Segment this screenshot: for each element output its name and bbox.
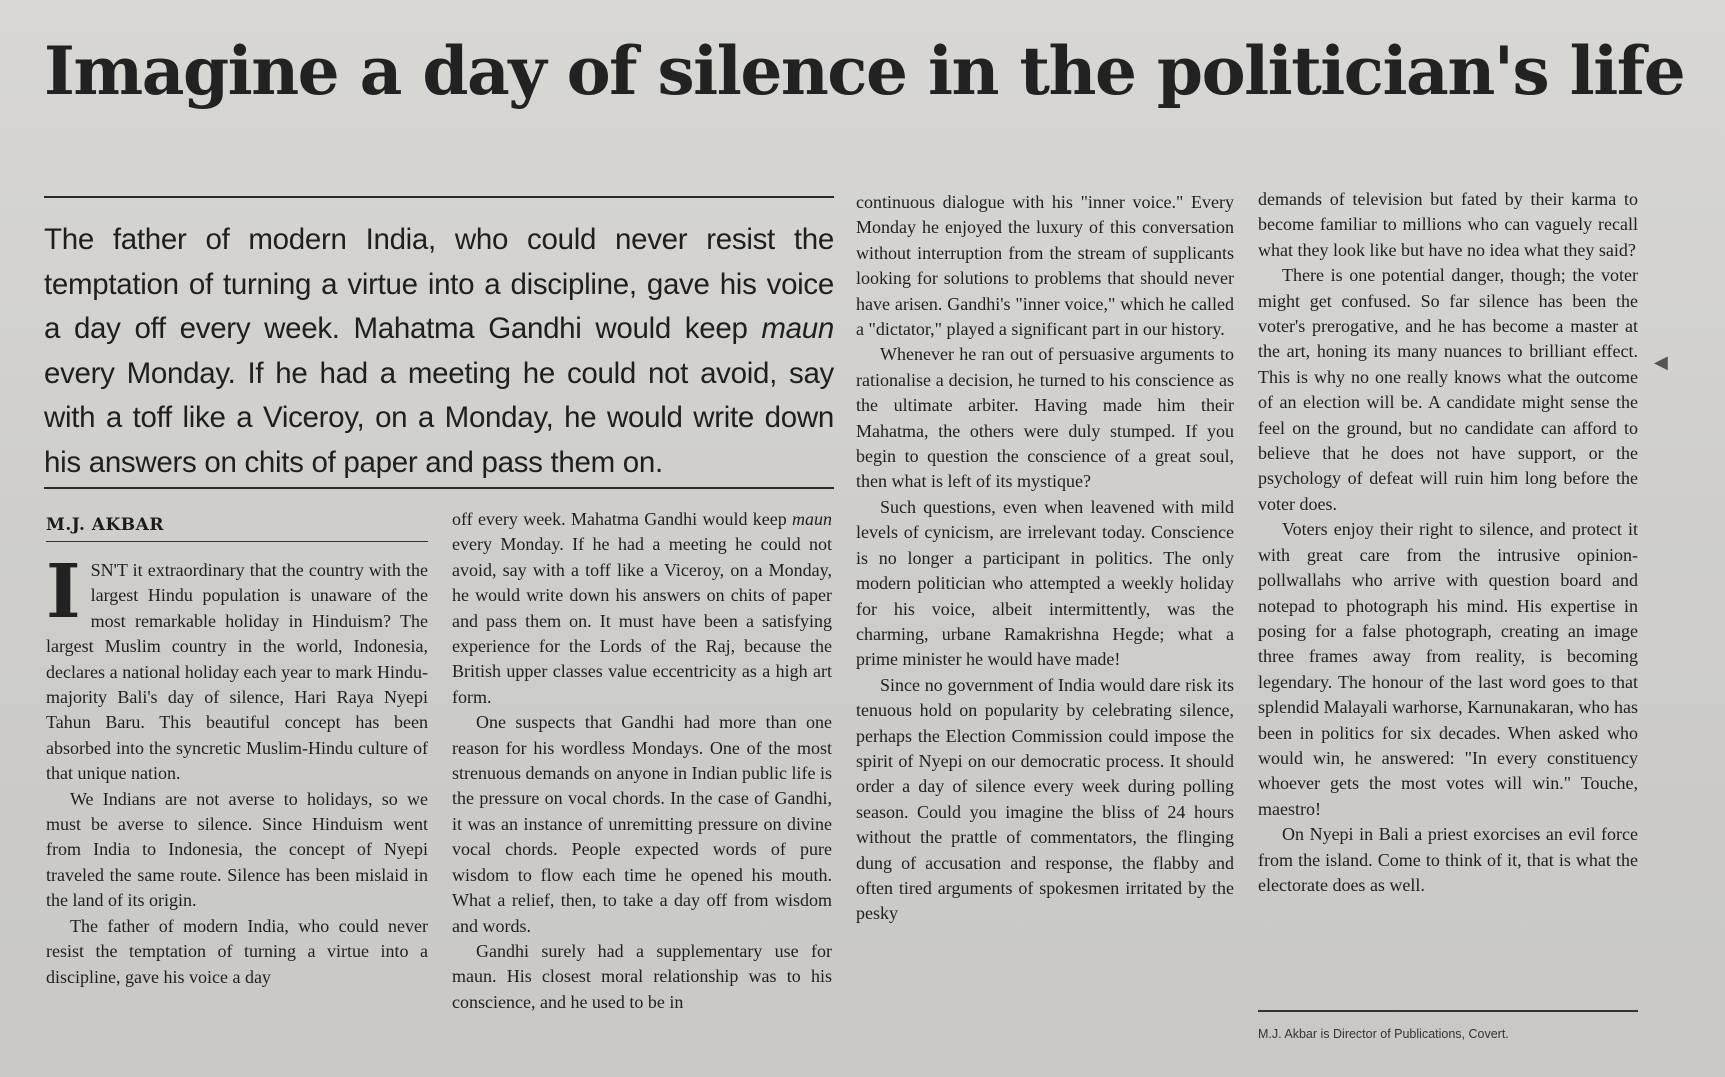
col4-paragraph-4: On Nyepi in Bali a priest exorcises an evil force from the island. Come to think of it, that is what the electorate does as well. [1258,824,1638,895]
margin-mark-icon: ◀ [1654,352,1668,373]
col1-paragraph-1: ISN'T it extraordinary that the country with the largest Hindu population is unaware of the most remarkable holiday in Hinduism? The largest Muslim country in the world, Indonesia, declares a national holiday each year to mark Hindu-majority Bali's day of silence, Hari Raya Nyepi Tahun Baru. This beautiful concept has been absorbed into the syncretic Muslim-Hindu culture of that unique nation. [46,549,428,784]
headline: Imagine a day of silence in the politician's life [44,32,1685,110]
byline: M.J. AKBAR [46,515,428,542]
col3-paragraph-2: Whenever he ran out of persuasive arguments to rationalise a decision, he turned to his conscience as the ultimate arbiter. Having made him their Mahatma, the others were duly stumped. If you begin to question the conscience of a great soul, then what is left of its mystique? [856,344,1234,492]
footnote-rule [1258,1010,1638,1012]
col4-paragraph-1: demands of television but fated by their karma to become familiar to millions who can vaguely recall what they look like but have no idea what they said? [1258,189,1638,260]
col3-paragraph-3: Such questions, even when leavened with mild levels of cynicism, are irrelevant today. Conscience is no longer a participant in politics. The only modern politician who attempted a weekly holiday for his voice, albeit intermittently, was the charming, urbane Ramakrishna Hegde; what a prime minister he would have made! [856,496,1234,670]
standfirst-italic-word: maun [761,312,834,345]
col3-paragraph-1: continuous dialogue with his "inner voice." Every Monday he enjoyed the luxury of this conversation without interruption from the stream of supplicants looking for solutions to problems that should never have arisen. Gandhi's "inner voice," which he called a "dictator," played a significant part in our history. [856,192,1234,340]
col2-paragraph-3: Gandhi surely had a supplementary use for maun. His closest moral relationship was to his conscience, and he used to be in [452,940,832,1012]
column-1 [46,549,428,990]
author-footnote: M.J. Akbar is Director of Publications, Covert. [1258,1027,1509,1041]
standfirst-bottom-rule [44,487,834,489]
drop-cap: I [46,549,81,635]
col2-paragraph-1: off every week. Mahatma Gandhi would keep maun every Monday. If he had a meeting he could not avoid, say with a toff like a Viceroy, on a Monday, he would write down his answers on chits of paper and pass them on. It must have been a satisfying experience for the Lords of the Raj, because the British upper classes value eccentricity as a high art form. [452,509,832,707]
column-4 [1258,187,1638,898]
col1-paragraph-2: We Indians are not averse to holidays, so we must be averse to silence. Since Hinduism went from India to Indonesia, the concept of Nyepi traveled the same route. Silence has been mislaid in the land of its origin. [46,788,428,911]
col4-paragraph-3: Voters enjoy their right to silence, and protect it with great care from the intrusive opinion-pollwallahs who arrive with question board and notepad to photograph his mind. His expertise in posing for a false photograph, creating an image three frames away from reality, is becoming legendary. The honour of the last word goes to that splendid Malayali warhorse, Karnunakaran, who has been in politics for six decades. When asked who would win, he answered: "In every constituency whoever gets the most votes will win." Touche, maestro! [1258,519,1638,819]
column-2 [452,507,832,1015]
col2-paragraph-2: One suspects that Gandhi had more than one reason for his wordless Mondays. One of the most strenuous demands on anyone in Indian public life is the pressure on vocal chords. In the case of Gandhi, it was an instance of unremitting pressure on divine vocal chords. People expected words of pure wisdom to flow each time he opened his mouth. What a relief, then, to take a day off from wisdom and words. [452,712,832,936]
col3-paragraph-4: Since no government of India would dare risk its tenuous hold on popularity by celebrating silence, perhaps the Election Commission could impose the spirit of Nyepi on our democratic process. It should order a day of silence every week during polling season. Could you imagine the bliss of 24 hours without the prattle of commentators, the flinging dung of accusation and response, the flabby and often tired arguments of spokesmen irritated by the pesky [856,674,1234,924]
column-3 [856,190,1234,927]
standfirst-top-rule [44,196,834,198]
col4-paragraph-2: There is one potential danger, though; the voter might get confused. So far silence has been the voter's prerogative, and he has become a master at the art, honing its many nuances to brilliant effect. This is why no one really knows what the outcome of an election will be. A candidate might sense the feel on the ground, but no candidate can afford to believe that he does not have support, or the psychology of defeat will ruin him long before the voter does. [1258,265,1638,514]
standfirst: The father of modern India, who could never resist the temptation of turning a virtue into a discipline, gave his voice a day off every week. Mahatma Gandhi would keep maun every Monday. If he had a meeting he could not avoid, say with a toff like a Viceroy, on a Monday, he would write down his answers on chits of paper and pass them on. [44,223,834,479]
col1-paragraph-3: The father of modern India, who could never resist the temptation of turning a virtue into a discipline, gave his voice a day [46,915,428,987]
